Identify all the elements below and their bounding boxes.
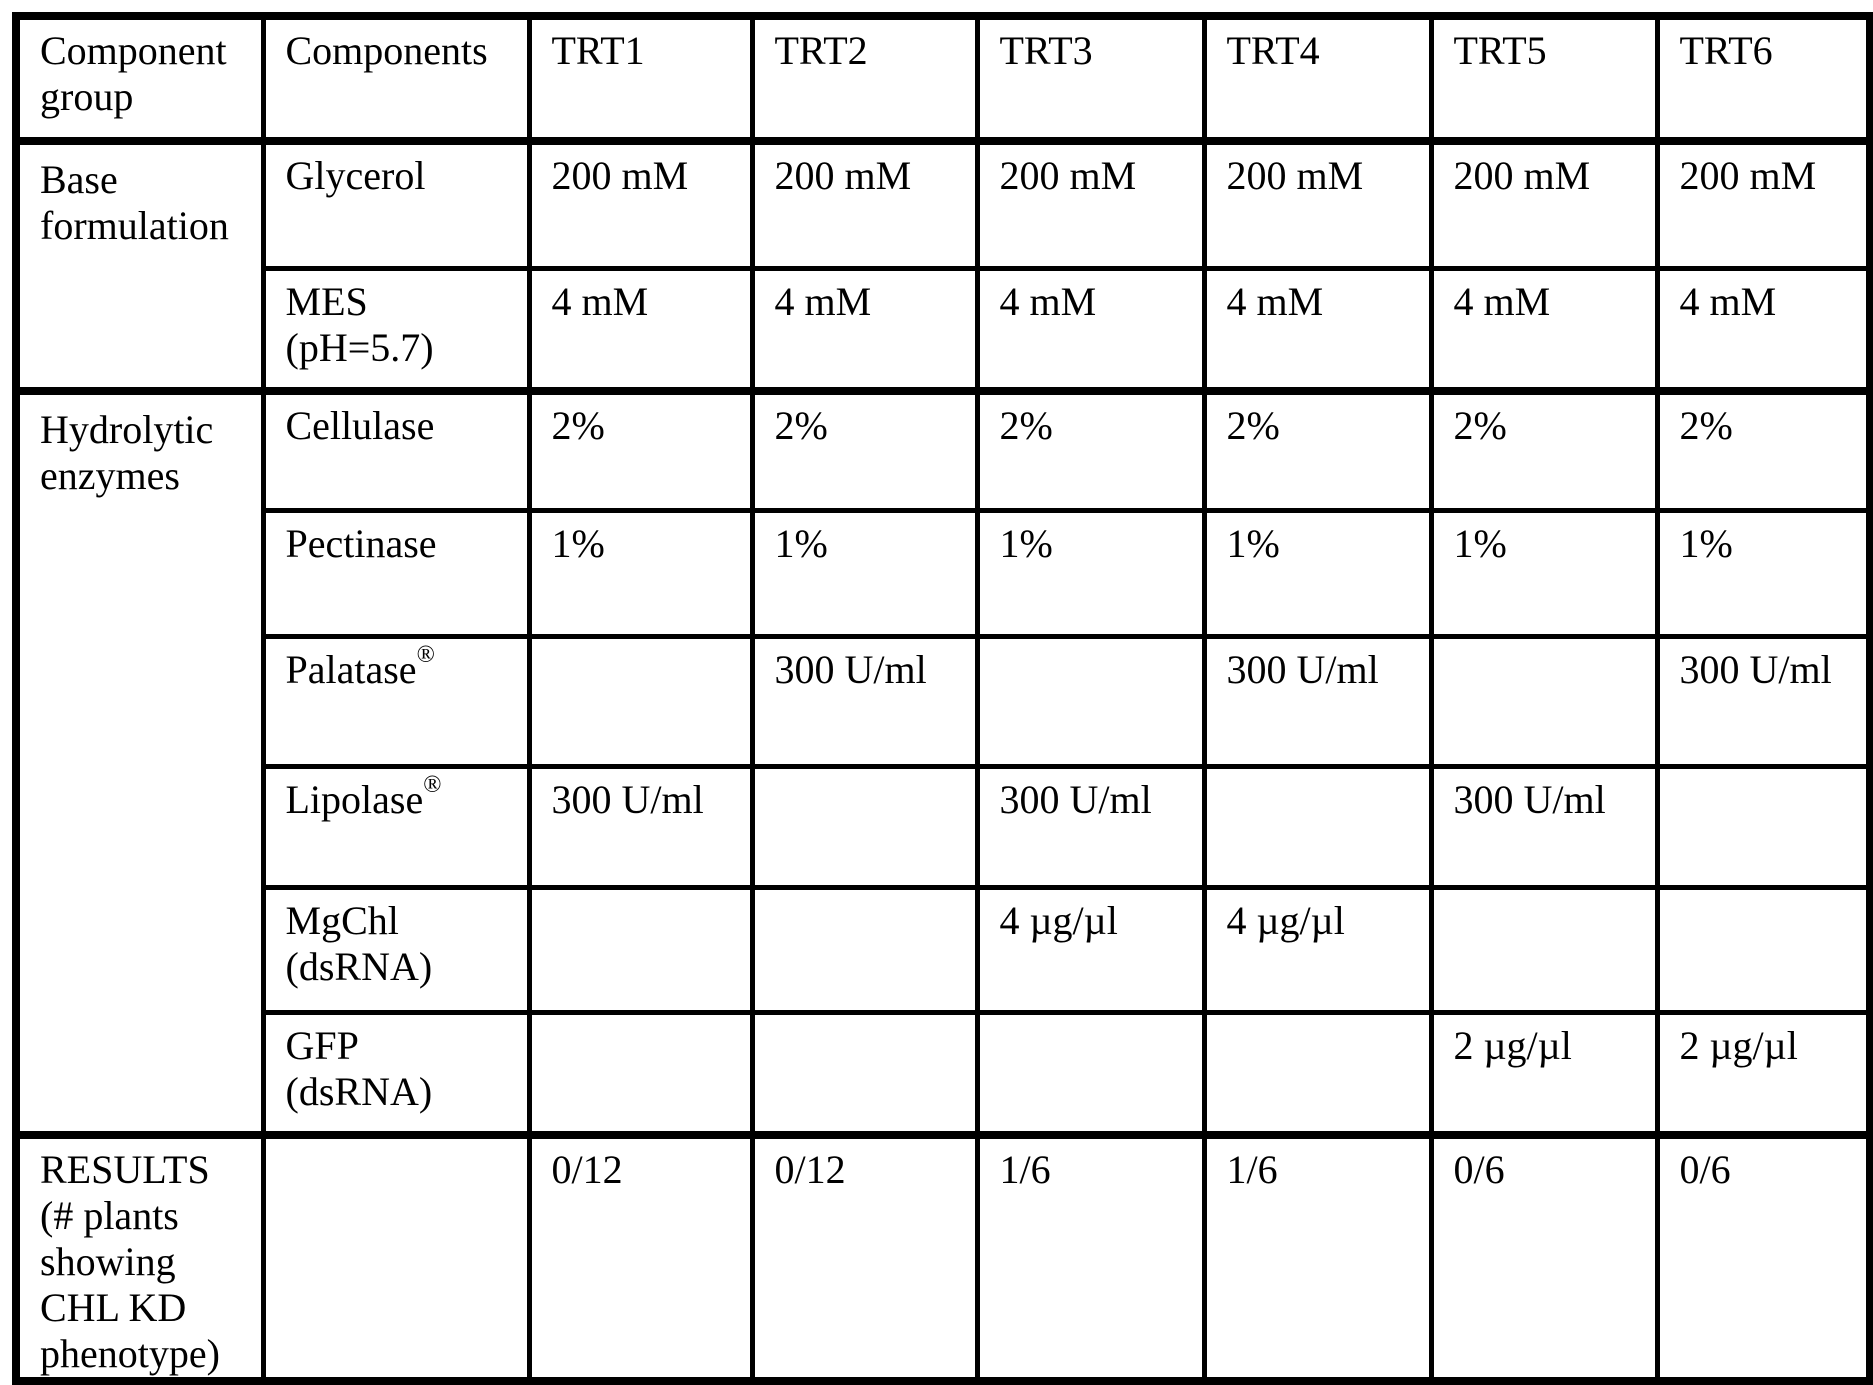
value-cell: 300 U/ml <box>1431 766 1657 887</box>
value-cell: 300 U/ml <box>1657 636 1870 766</box>
result-value-cell: 1/6 <box>1204 1135 1431 1381</box>
treatment-formulation-table <box>12 12 1873 1385</box>
value-cell <box>1657 766 1870 887</box>
component-cell-glycerol: Glycerol <box>263 141 529 268</box>
value-cell: 4 mM <box>529 268 752 391</box>
row-palatase <box>16 636 1870 766</box>
header-cell-trt3: TRT3 <box>977 16 1204 141</box>
result-value-cell: 0/6 <box>1657 1135 1870 1381</box>
value-cell: 200 mM <box>752 141 977 268</box>
value-cell <box>752 1012 977 1135</box>
component-cell-cellulase: Cellulase <box>263 391 529 510</box>
header-cell-trt4: TRT4 <box>1204 16 1431 141</box>
row-mes <box>16 268 1870 391</box>
header-cell-trt2: TRT2 <box>752 16 977 141</box>
value-cell: 2% <box>529 391 752 510</box>
component-cell-mgchl: MgChl (dsRNA) <box>263 887 529 1012</box>
header-cell-component-group: Component group <box>16 16 263 141</box>
header-cell-components: Components <box>263 16 529 141</box>
value-cell <box>529 887 752 1012</box>
value-cell: 2 µg/µl <box>1657 1012 1870 1135</box>
row-pectinase <box>16 510 1870 636</box>
result-value-cell: 1/6 <box>977 1135 1204 1381</box>
header-cell-trt1: TRT1 <box>529 16 752 141</box>
value-cell: 1% <box>977 510 1204 636</box>
value-cell <box>752 766 977 887</box>
results-label-cell: RESULTS (# plants showing CHL KD phenotype) <box>16 1135 263 1381</box>
component-cell-palatase: Palatase® <box>263 636 529 766</box>
value-cell: 200 mM <box>1657 141 1870 268</box>
value-cell: 2 µg/µl <box>1431 1012 1657 1135</box>
value-cell <box>977 636 1204 766</box>
results-empty-cell <box>263 1135 529 1381</box>
value-cell <box>529 636 752 766</box>
row-lipolase <box>16 766 1870 887</box>
component-cell-lipolase: Lipolase® <box>263 766 529 887</box>
value-cell: 4 mM <box>977 268 1204 391</box>
group-cell-hydrolytic-enzymes: Hydrolytic enzymes <box>16 391 263 1135</box>
value-cell: 2% <box>977 391 1204 510</box>
value-cell <box>977 1012 1204 1135</box>
value-cell: 4 µg/µl <box>977 887 1204 1012</box>
table-header-row <box>16 16 1870 141</box>
value-cell: 2% <box>1204 391 1431 510</box>
component-cell-gfp: GFP (dsRNA) <box>263 1012 529 1135</box>
result-value-cell: 0/12 <box>752 1135 977 1381</box>
value-cell: 1% <box>1204 510 1431 636</box>
value-cell: 1% <box>752 510 977 636</box>
value-cell: 2% <box>752 391 977 510</box>
row-cellulase <box>16 391 1870 510</box>
value-cell: 200 mM <box>1431 141 1657 268</box>
group-cell-base-formulation: Base formulation <box>16 141 263 391</box>
value-cell: 4 mM <box>1204 268 1431 391</box>
value-cell: 2% <box>1431 391 1657 510</box>
value-cell <box>1431 887 1657 1012</box>
header-cell-trt6: TRT6 <box>1657 16 1870 141</box>
value-cell <box>1431 636 1657 766</box>
value-cell: 1% <box>529 510 752 636</box>
row-results <box>16 1135 1870 1381</box>
value-cell <box>529 1012 752 1135</box>
value-cell: 1% <box>1657 510 1870 636</box>
registered-trademark-mark: ® <box>416 642 435 669</box>
row-glycerol <box>16 141 1870 268</box>
value-cell: 200 mM <box>977 141 1204 268</box>
value-cell <box>1204 766 1431 887</box>
value-cell: 4 µg/µl <box>1204 887 1431 1012</box>
value-cell: 200 mM <box>1204 141 1431 268</box>
value-cell: 300 U/ml <box>529 766 752 887</box>
value-cell: 1% <box>1431 510 1657 636</box>
value-cell: 300 U/ml <box>977 766 1204 887</box>
value-cell: 300 U/ml <box>1204 636 1431 766</box>
value-cell <box>1204 1012 1431 1135</box>
result-value-cell: 0/6 <box>1431 1135 1657 1381</box>
row-gfp <box>16 1012 1870 1135</box>
value-cell <box>752 887 977 1012</box>
registered-trademark-mark: ® <box>423 772 442 799</box>
header-cell-trt5: TRT5 <box>1431 16 1657 141</box>
component-cell-mes: MES (pH=5.7) <box>263 268 529 391</box>
value-cell: 4 mM <box>752 268 977 391</box>
row-mgchl <box>16 887 1870 1012</box>
value-cell: 200 mM <box>529 141 752 268</box>
value-cell: 300 U/ml <box>752 636 977 766</box>
value-cell <box>1657 887 1870 1012</box>
value-cell: 2% <box>1657 391 1870 510</box>
result-value-cell: 0/12 <box>529 1135 752 1381</box>
value-cell: 4 mM <box>1657 268 1870 391</box>
component-cell-pectinase: Pectinase <box>263 510 529 636</box>
value-cell: 4 mM <box>1431 268 1657 391</box>
